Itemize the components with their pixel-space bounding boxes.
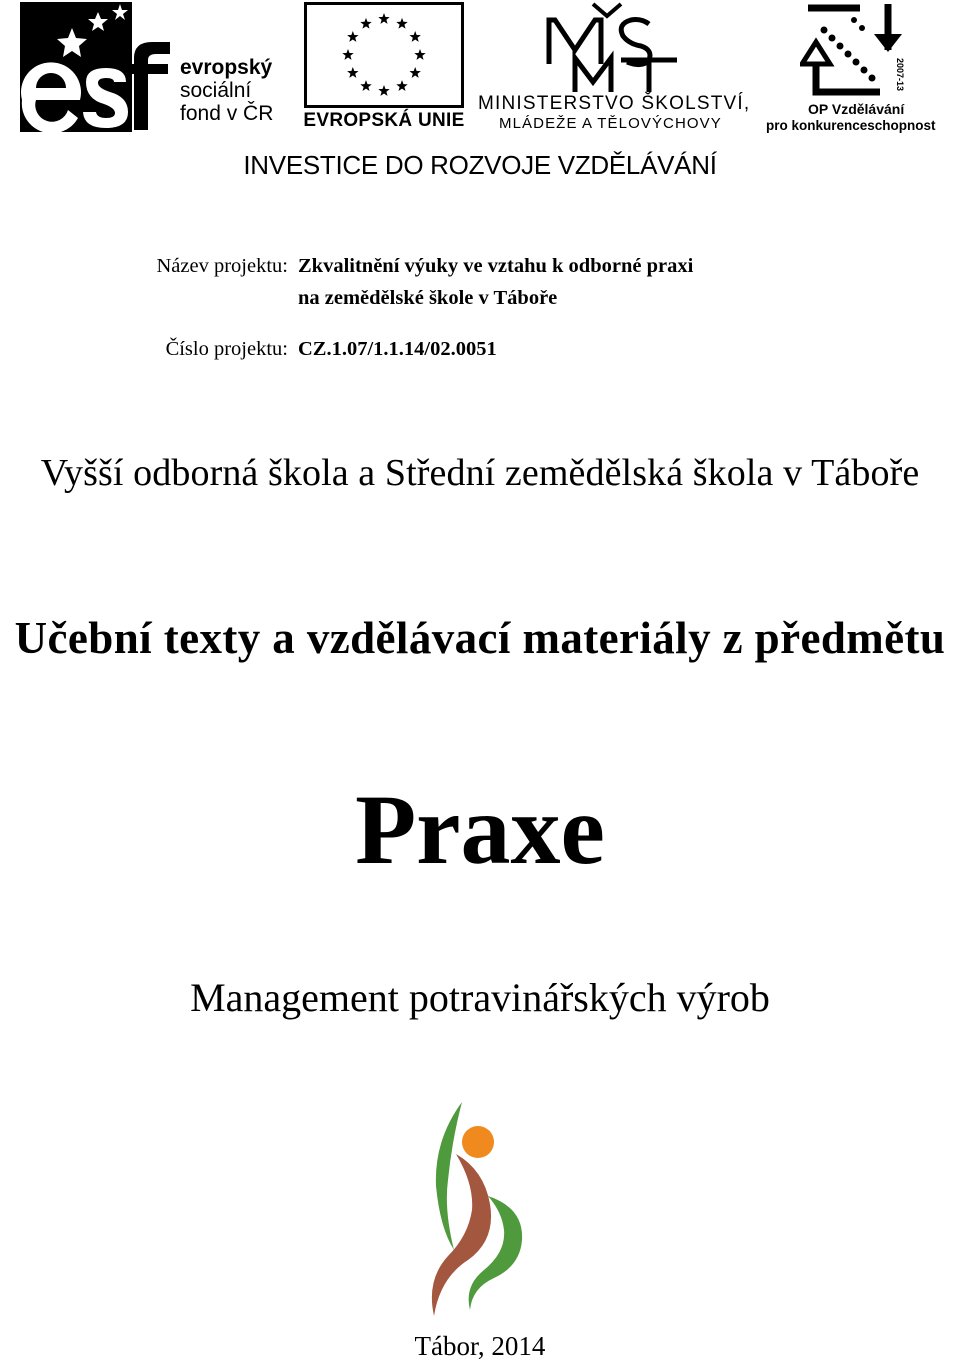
msmt-line1: MINISTERSTVO ŠKOLSTVÍ,: [478, 93, 751, 114]
project-name-line2: na zemědělské škole v Táboře: [298, 287, 558, 309]
op-badge: 2007-13: [895, 58, 905, 92]
eu-flag-logo: [304, 2, 464, 108]
esf-line1: evropský: [180, 56, 273, 79]
esf-logo-text: [180, 56, 273, 125]
msmt-logo: [545, 2, 685, 94]
school-logo: [418, 1100, 534, 1322]
project-name-line1: Zkvalitnění výuky ve vztahu k odborné praxi: [298, 255, 694, 277]
subject-title: Praxe: [355, 774, 605, 885]
project-code-label: Číslo projektu:: [165, 338, 288, 360]
topic-title: Management potravinářských výrob: [190, 975, 770, 1020]
school-name: Vyšší odborná škola a Střední zemědělská škola v Táboře: [40, 452, 920, 494]
esf-line2: sociální: [180, 79, 252, 102]
eu-label: EVROPSKÁ UNIE: [303, 110, 465, 131]
op-line1: OP Vzdělávání: [808, 101, 905, 117]
op-vzdelavani-logo: [800, 0, 910, 100]
document-subtitle: Učební texty a vzdělávací materiály z předmětu: [14, 613, 946, 663]
tagline: INVESTICE DO ROZVOJE VZDĚLÁVÁNÍ: [243, 150, 717, 180]
msmt-line2: MLÁDEŽE A TĚLOVÝCHOVY: [499, 115, 722, 132]
op-line2: pro konkurenceschopnost: [766, 118, 936, 133]
esf-line3: fond v ČR: [180, 102, 274, 125]
project-name-label: Název projektu:: [156, 255, 288, 277]
project-code: CZ.1.07/1.1.14/02.0051: [298, 338, 497, 360]
footer-place-year: Tábor, 2014: [414, 1331, 546, 1361]
